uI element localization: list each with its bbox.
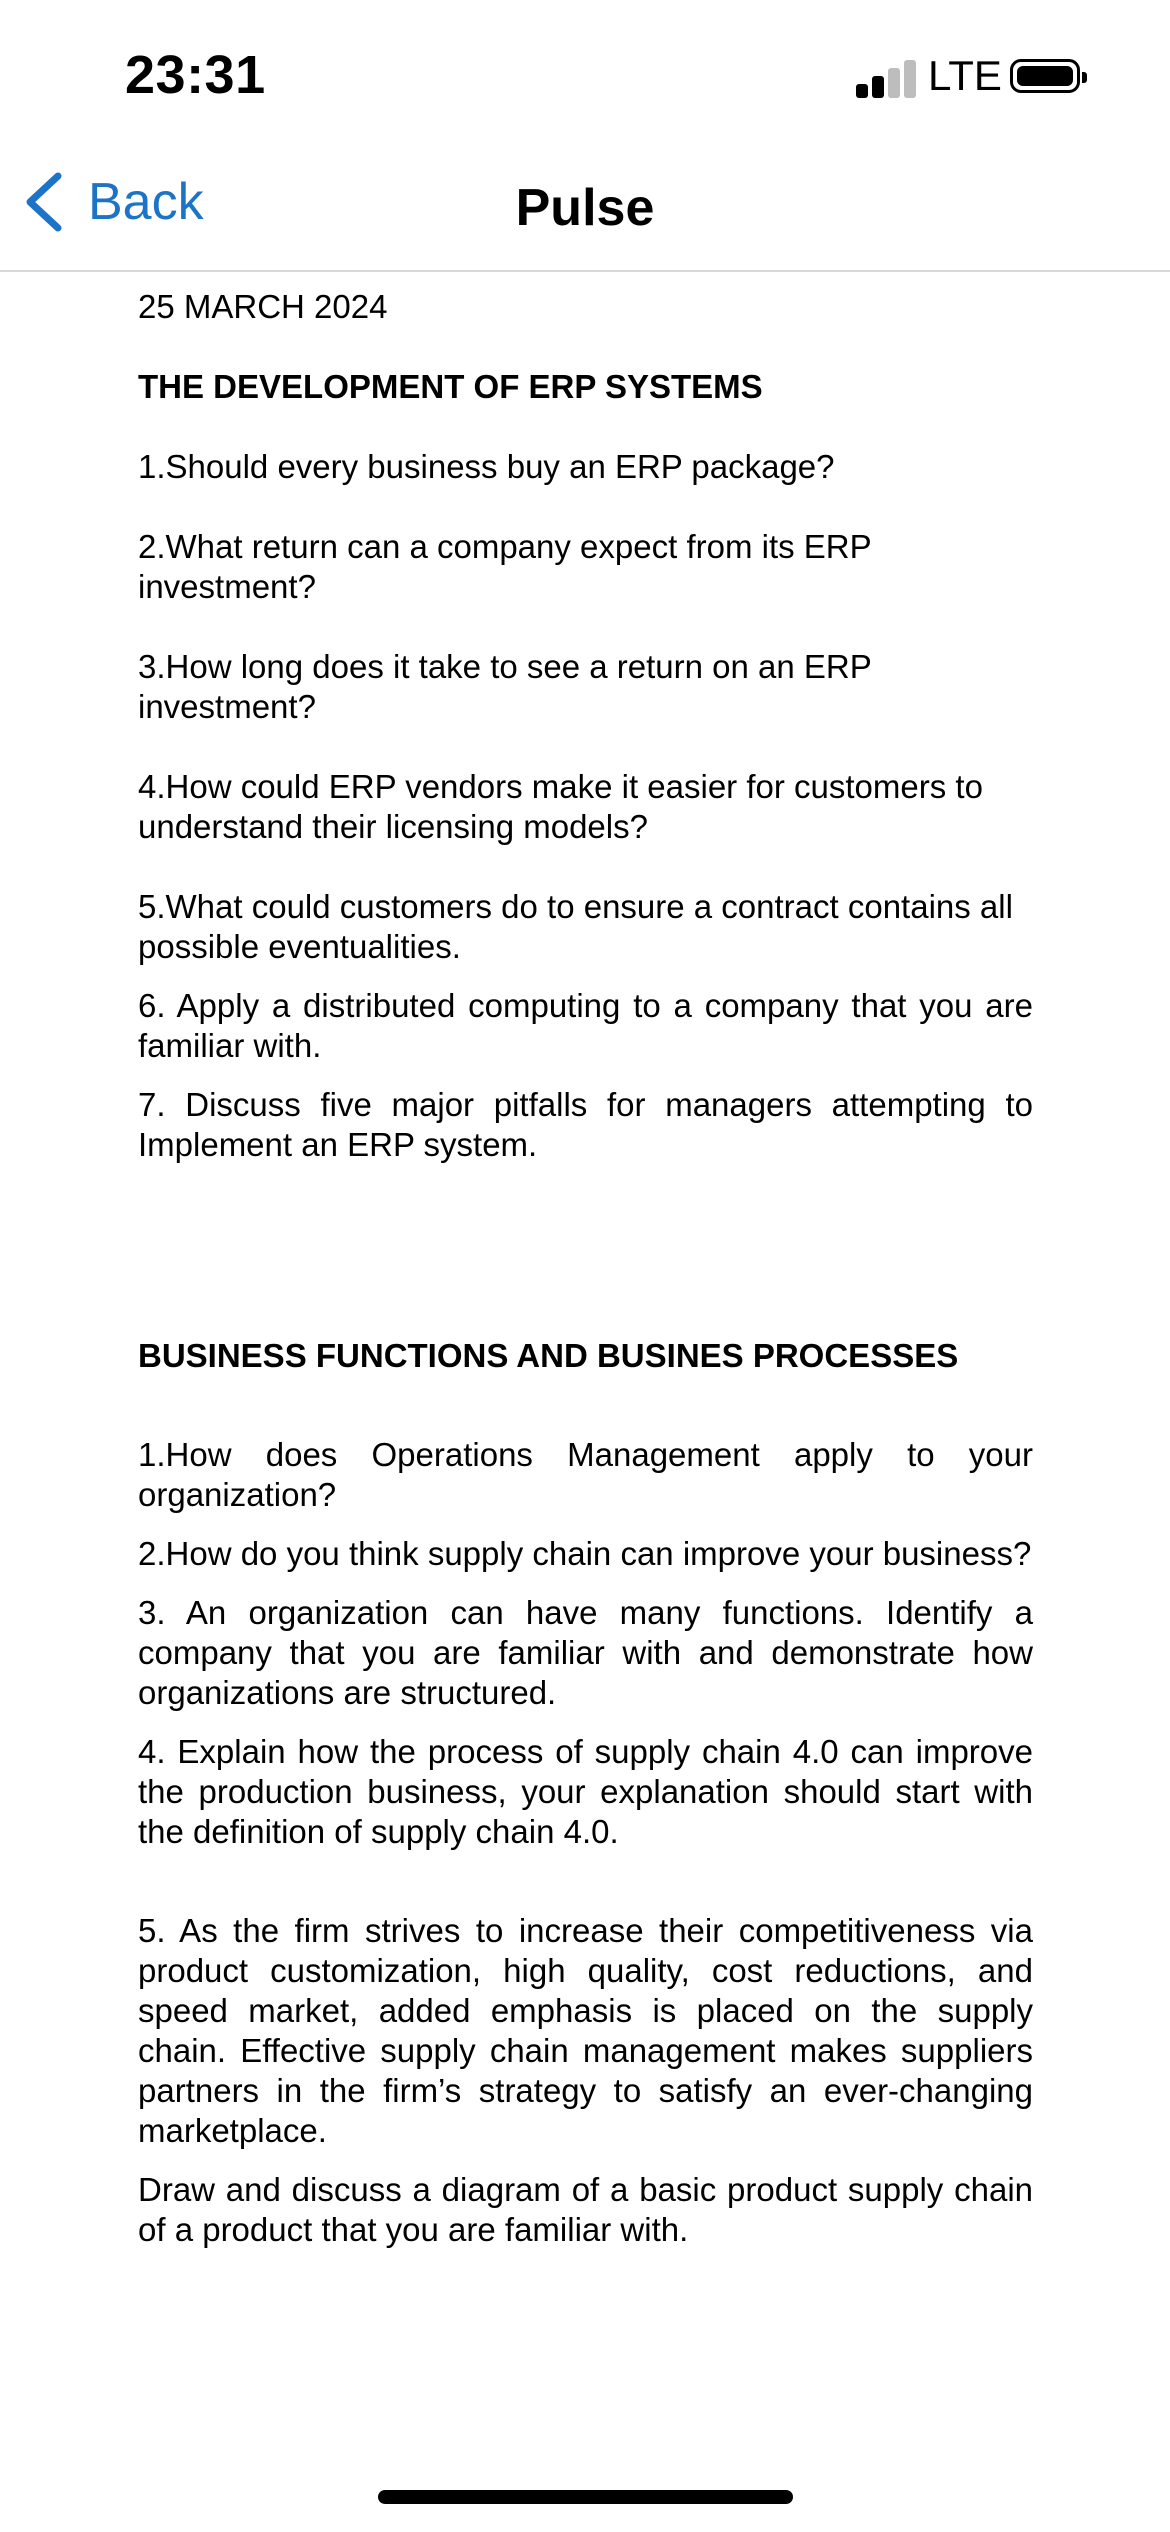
- list-item: 4. Explain how the process of supply chain 4.0 can improve the production business, your explanation should start with the definition of supply chain 4.0.: [138, 1733, 1033, 1850]
- home-indicator[interactable]: [378, 2490, 793, 2504]
- list-item: 3.How long does it take to see a return on an ERP investment?: [138, 648, 872, 725]
- list-item: 4.How could ERP vendors make it easier for customers to understand their licensing models?: [138, 768, 983, 845]
- list-item: 3. An organization can have many functions. Identify a company that you are familiar with and demonstrate how organizations are structured.: [138, 1594, 1033, 1711]
- page-title: Pulse: [515, 179, 655, 237]
- network-type: LTE: [928, 52, 1002, 99]
- status-bar: [0, 0, 1170, 150]
- back-label: Back: [88, 173, 204, 231]
- cellular-signal-icon: [856, 58, 918, 98]
- document-body: [138, 270, 1033, 2250]
- list-item: 5. As the firm strives to increase their competitiveness via product customization, high quality, cost reductions, and speed market, added emphasis is placed on the supply chain. Effective supply chain management makes suppliers partners in the firm’s strategy to satisfy an ever-changing marketplace.: [138, 1912, 1033, 2149]
- battery-icon: [1010, 59, 1080, 93]
- section-heading: BUSINESS FUNCTIONS AND BUSINES PROCESSES: [138, 1337, 959, 1374]
- list-item: 5.What could customers do to ensure a contract contains all possible eventualities.: [138, 888, 1013, 965]
- list-item: 2.How do you think supply chain can improve your business?: [138, 1535, 1032, 1572]
- list-item: 7. Discuss five major pitfalls for managers attempting to Implement an ERP system.: [138, 1086, 1033, 1163]
- list-item: 2.What return can a company expect from its ERP investment?: [138, 528, 872, 605]
- list-item: 1.How does Operations Management apply to your organization?: [138, 1436, 1033, 1513]
- list-item: 1.Should every business buy an ERP package?: [138, 448, 835, 485]
- section-heading: THE DEVELOPMENT OF ERP SYSTEMS: [138, 368, 763, 405]
- list-item: Draw and discuss a diagram of a basic product supply chain of a product that you are familiar with.: [138, 2171, 1033, 2248]
- status-time: 23:31: [125, 45, 266, 105]
- list-item: 6. Apply a distributed computing to a company that you are familiar with.: [138, 987, 1033, 1064]
- navigation-bar: [0, 150, 1170, 272]
- document-date: 25 MARCH 2024: [138, 288, 388, 325]
